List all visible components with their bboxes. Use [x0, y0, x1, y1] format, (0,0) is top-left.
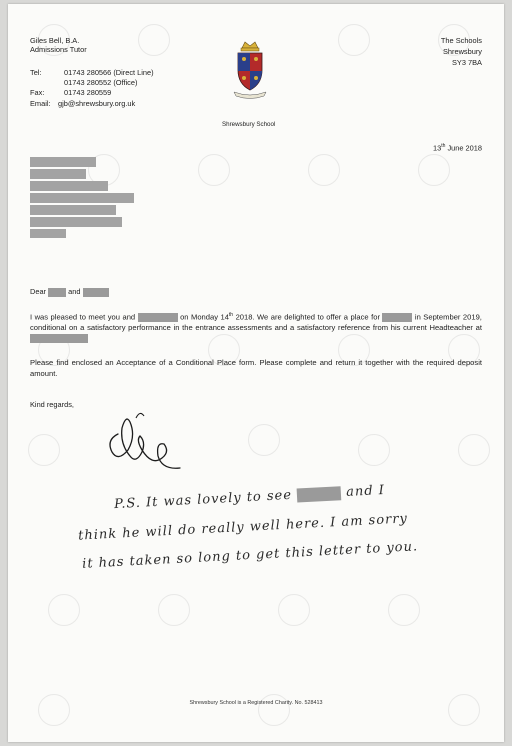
address-line-3: SY3 7BA: [452, 58, 482, 67]
letter-date: 13th June 2018: [433, 143, 482, 153]
postscript-line-2: think he will do really well here. I am sorry: [77, 511, 409, 544]
address-line-2: Shrewsbury: [442, 47, 482, 56]
school-crest-logo: [230, 40, 270, 112]
paragraph-offer: I was pleased to meet you and on Monday 14th 2018. We are delighted to offer a place for in September 2019, conditional on a satisfactory performance in the entrance assessments and a satisfactory reference from his current Headteacher at: [30, 310, 482, 344]
tel-office: 01743 280552 (Office): [64, 78, 138, 87]
tel-direct: 01743 280566 (Direct Line): [64, 68, 154, 77]
paragraph-enclosure: Please find enclosed an Acceptance of a Conditional Place form. Please complete and return it together with the required deposit amount.: [30, 358, 482, 378]
charity-footer: Shrewsbury School is a Registered Charity. No. 528413: [189, 700, 323, 706]
fax-number: 01743 280559: [64, 88, 112, 97]
salutation: Dear and: [30, 287, 109, 297]
tel-label: Tel:: [30, 68, 42, 77]
handwritten-signature: [100, 406, 190, 480]
closing: Kind regards,: [30, 400, 74, 409]
email-label: Email:: [30, 99, 51, 108]
sender-title: Admissions Tutor: [30, 45, 87, 54]
school-name: Shrewsbury School: [222, 121, 276, 128]
address-line-1: The Schools: [440, 36, 482, 45]
email-address: gjb@shrewsbury.org.uk: [58, 99, 136, 108]
fax-label: Fax:: [30, 88, 45, 97]
postscript-line-1: P.S. It was lovely to see and I: [113, 482, 386, 513]
sender-name: Giles Bell, B.A.: [30, 36, 80, 45]
letter-page: [8, 4, 504, 742]
postscript-line-3: it has taken so long to get this letter to you.: [81, 539, 419, 572]
